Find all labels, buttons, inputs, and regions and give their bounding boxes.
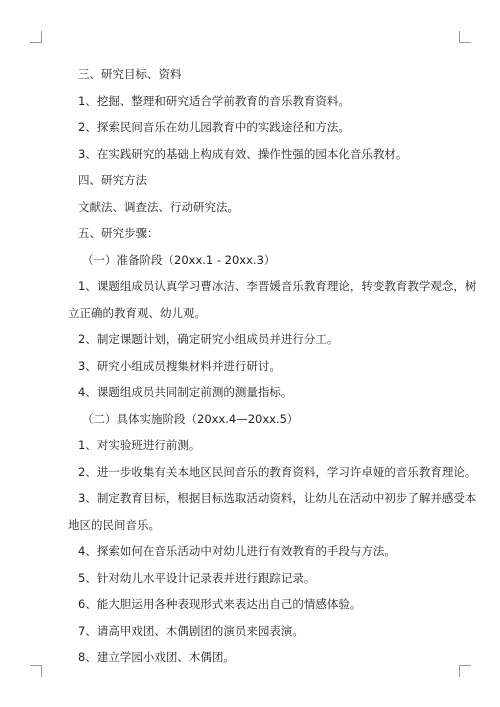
- paragraph-line: 地区的民间音乐。: [68, 517, 160, 532]
- page-corner-mark-bottom-right: [459, 665, 471, 677]
- subsection-heading-implementation: （二）具体实施阶段（20xx.4—20xx.5）: [82, 411, 299, 426]
- paragraph-line: 立正确的教育观、幼儿观。: [68, 305, 206, 320]
- paragraph: 3、在实践研究的基础上构成有效、操作性强的园本化音乐教材。: [78, 146, 408, 161]
- section-heading-steps: 五、研究步骤：: [78, 226, 159, 240]
- paragraph: [68, 490, 477, 533]
- paragraph: 2、制定课题计划，确定研究小组成员并进行分工。: [78, 332, 339, 346]
- paragraph: [68, 278, 477, 321]
- subsection-heading-preparation: （一）准备阶段（20xx.1 - 20xx.3）: [82, 252, 276, 267]
- paragraph: 2、进一步收集有关本地区民间音乐的教育资料，学习许卓娅的音乐教育理论。: [78, 464, 477, 479]
- paragraph: 3、研究小组成员搜集材料并进行研讨。: [78, 358, 281, 373]
- paragraph-line: 1、课题组成员认真学习曹冰洁、李晋媛音乐教育理论，转变教育教学观念，树: [78, 279, 477, 293]
- paragraph: 1、对实验班进行前测。: [78, 438, 201, 452]
- paragraph: 4、探索如何在音乐活动中对幼儿进行有效教育的手段与方法。: [78, 544, 396, 558]
- paragraph: 1、挖掘、整理和研究适合学前教育的音乐教育资料。: [78, 93, 350, 108]
- paragraph-line: 3、制定教育目标，根据目标选取活动资料，让幼儿在活动中初步了解并感受本: [78, 491, 477, 505]
- section-heading-methods: 四、研究方法: [78, 173, 147, 187]
- page-corner-mark-top-left: [30, 31, 42, 43]
- paragraph: 5、针对幼儿水平设计记录表并进行跟踪记录。: [78, 570, 316, 585]
- paragraph: 文献法、调查法、行动研究法。: [78, 199, 239, 214]
- section-heading-goals: 三、研究目标、资料: [78, 67, 182, 81]
- paragraph: 4、课题组成员共同制定前测的测量指标。: [78, 385, 293, 399]
- paragraph: 2、探索民间音乐在幼儿园教育中的实践途径和方法。: [78, 120, 350, 134]
- paragraph: 8、建立学园小戏团、木偶团。: [78, 650, 235, 664]
- paragraph: 7、请高甲戏团、木偶剧团的演员来园表演。: [78, 623, 304, 638]
- page-corner-mark-bottom-left: [30, 665, 42, 677]
- paragraph: 6、能大胆运用各种表现形式来表达出自己的情感体验。: [78, 597, 362, 611]
- document-body: [68, 66, 477, 676]
- page-corner-mark-top-right: [459, 31, 471, 43]
